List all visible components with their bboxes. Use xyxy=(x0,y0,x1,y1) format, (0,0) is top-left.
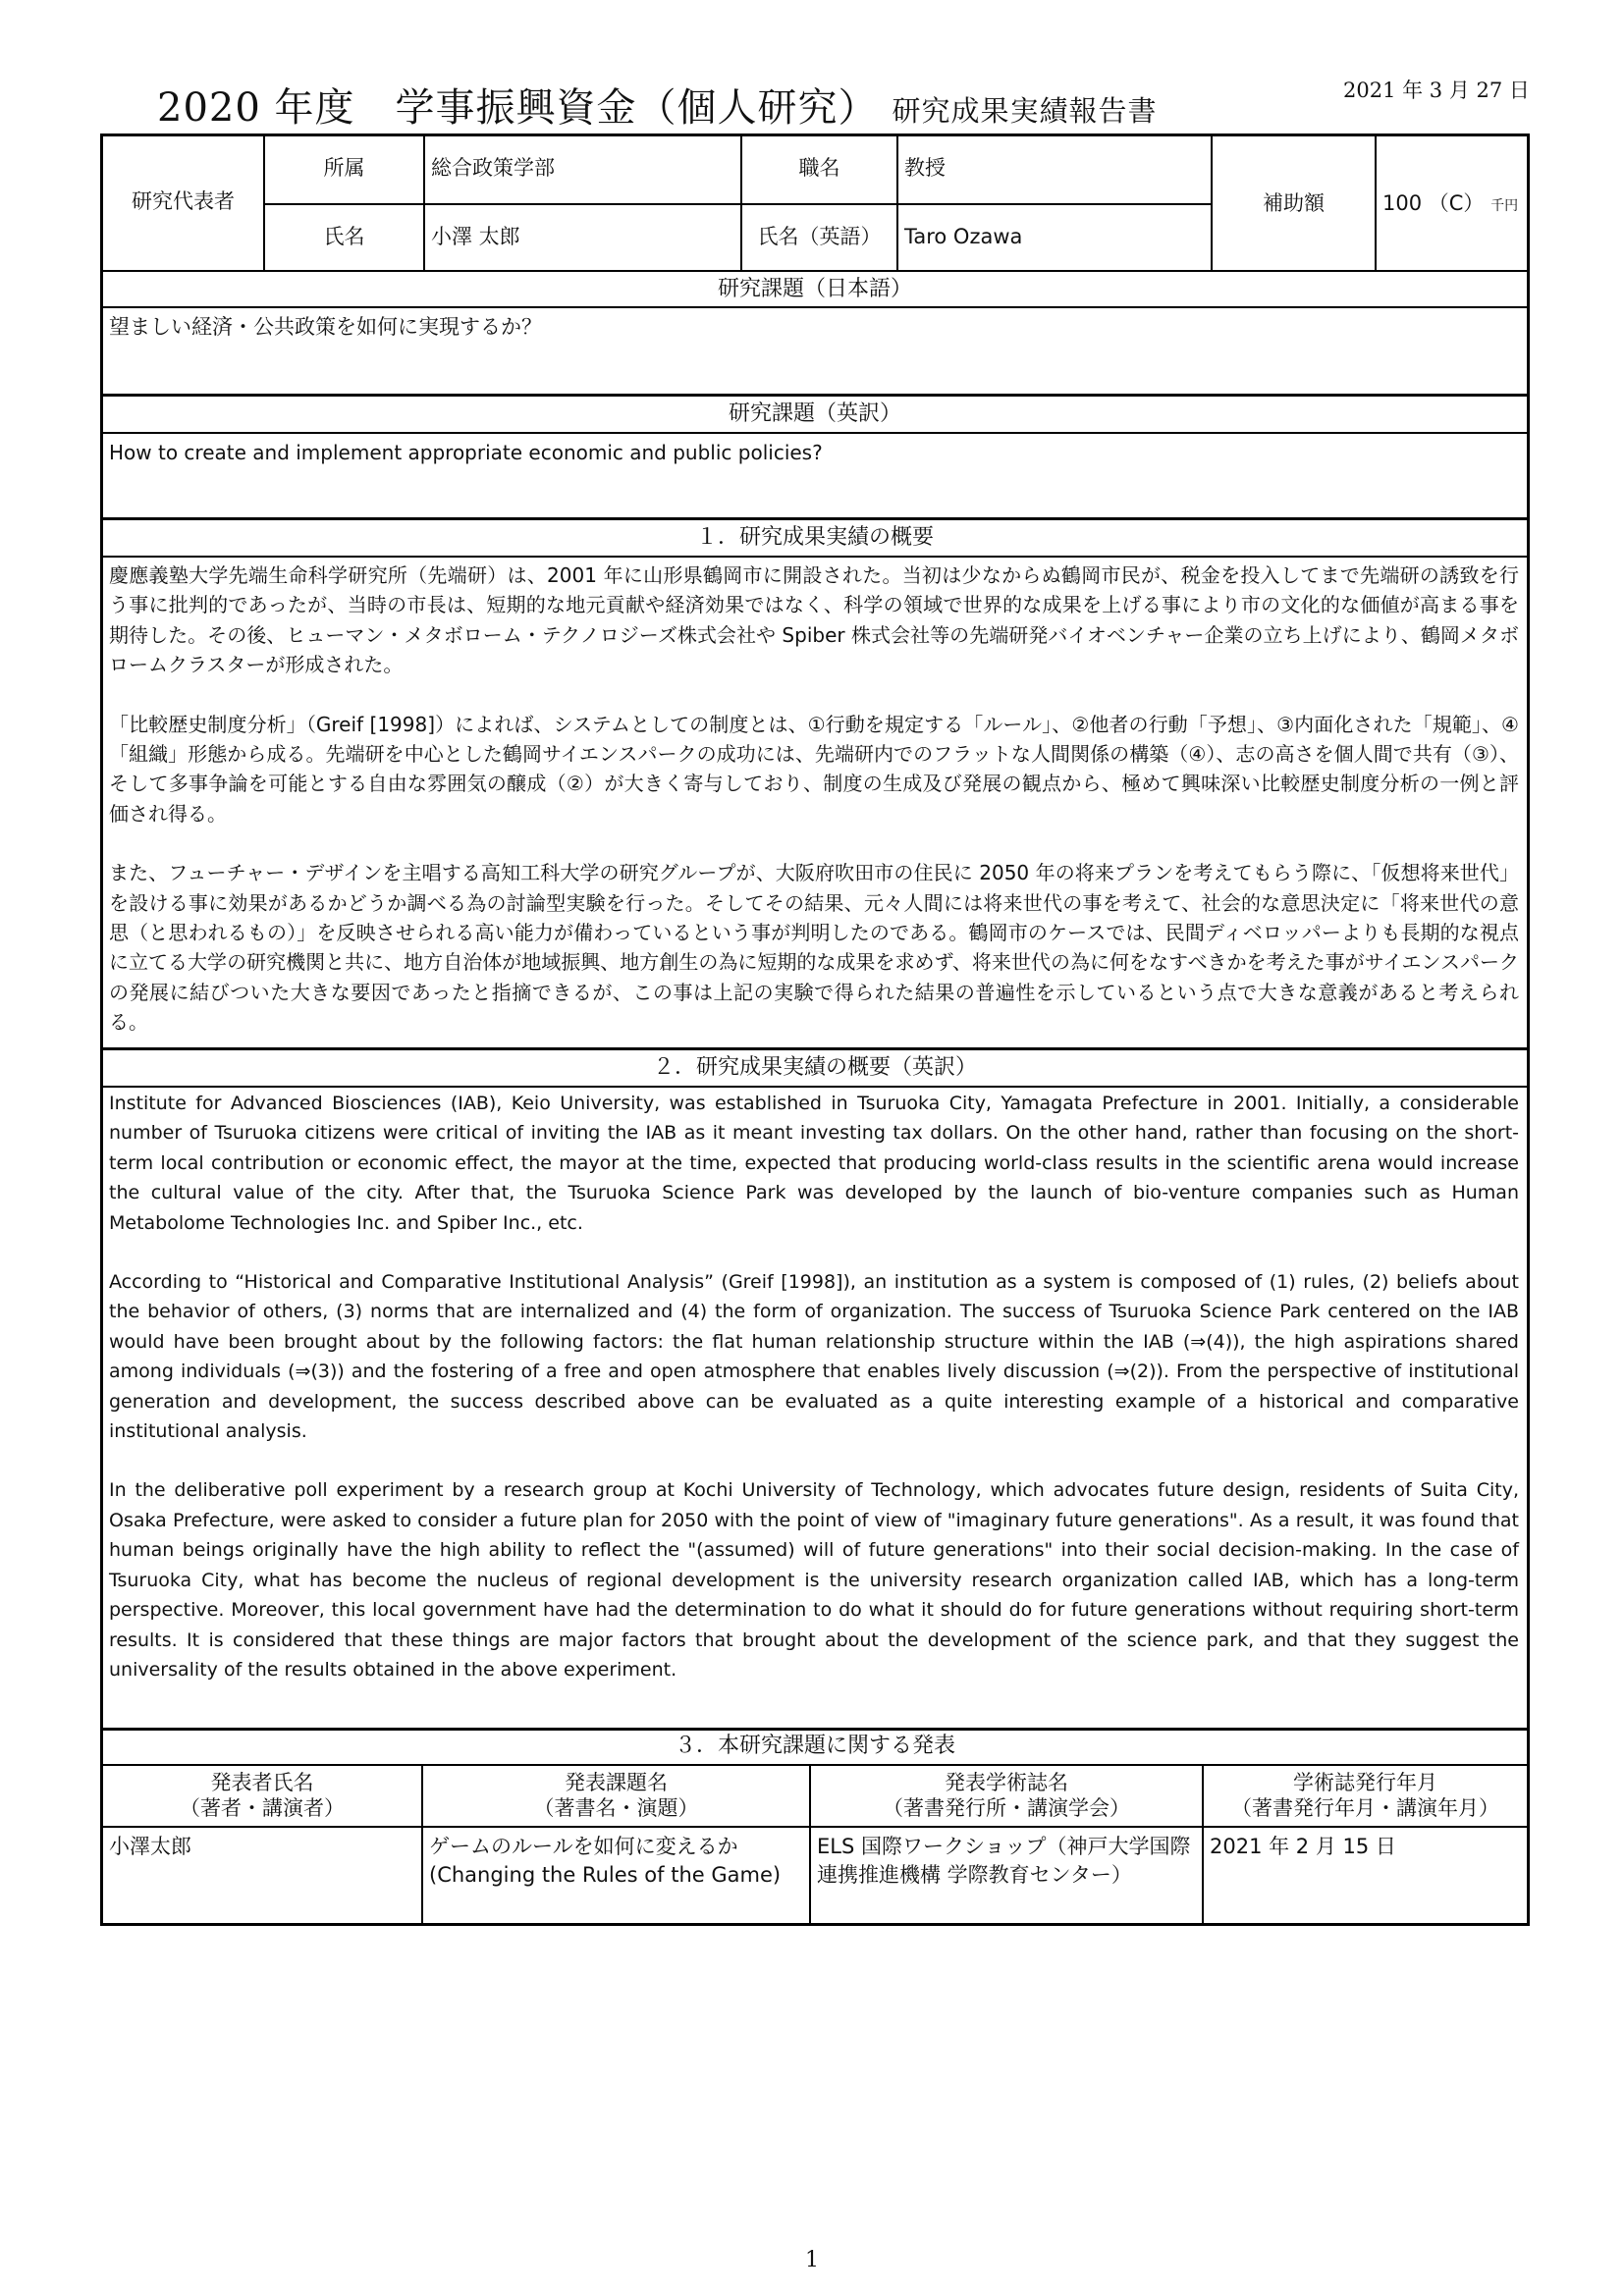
column-header-date xyxy=(1204,1770,1527,1821)
column-header-venue xyxy=(811,1770,1202,1821)
report-date: 2021 年 3 月 27 日 xyxy=(1343,79,1530,102)
position-label: 職名 xyxy=(798,156,840,180)
grant-amount: 100 （C） xyxy=(1382,191,1485,215)
topic-en-text: How to create and implement appropriate economic and public policies? xyxy=(109,441,823,464)
summary-ja-paragraph: また、フューチャー・デザインを主唱する高知工科大学の研究グループが、大阪府吹田市の住民に 2050 年の将来プランを考えてもらう際に、「仮想将来世代」を設ける事に効果があるかどうか調べる為の討論型実験を行った。そしてその結果、元々人間には将来世代の事を考えて、社会的な意思決定に「将来世代の意思（と思われるもの）」を反映させられる高い能力が備わっているという事が判明したのである。鶴岡市のケースでは、民間ディベロッパーよりも長期的な視点に立てる大学の研究機関と共に、地方自治体が地域振興、地方創生の為に短期的な成果を求めず、将来世代の為に何をなすべきかを考えた事がサイエンスパークの発展に結びついた大きな要因であったと指摘できるが、この事は上記の実験で得られた結果の普遍性を示しているという点で大きな意義があると考えられる。 xyxy=(109,861,1519,1035)
presentation-date: 2021 年 2 月 15 日 xyxy=(1210,1835,1396,1858)
summary-ja-body xyxy=(109,561,1519,1038)
presentation-venue: ELS 国際ワークショップ（神戸大学国際連携推進機構 学際教育センター） xyxy=(817,1835,1191,1887)
summary-en-paragraph: In the deliberative poll experiment by a research group at Kochi University of Technology, which advocates future design, residents of Suita City, Osaka Prefecture, were asked to consider a future plan for 2050 with the point of view of "imaginary future generations". As a result, it was found that human beings originally have the high ability to reflect the "(assumed) will of future generations" into their social decision-making. In the case of Tsuruoka City, what has become the nucleus of regional development is the university research organization called IAB, which has a long-term perspective. Moreover, this local government have had the determination to do what it should do for future generations without requiring short-term results. It is considered that these things are major factors that brought about the development of the science park, and that they suggest the universality of the results obtained in the above experiment. xyxy=(109,1479,1519,1681)
grant-value xyxy=(1382,189,1518,220)
affiliation-label: 所属 xyxy=(323,156,365,180)
column-header-line: （著書発行所・講演学会） xyxy=(883,1796,1130,1820)
topic-en-heading: 研究課題（英訳） xyxy=(728,401,901,426)
column-header-line: 発表学術誌名 xyxy=(945,1771,1068,1794)
presenter-name: 小澤太郎 xyxy=(109,1835,191,1858)
summary-en-paragraph: According to “Historical and Comparative Institutional Analysis” (Greif [1998]), an institution as a system is composed of (1) rules, (2) beliefs about the behavior of others, (3) norms that are internalized and (4) the form of organization. The success of Tsuruoka Science Park centered on the IAB would have been brought about by the following factors: the flat human relationship structure within the IAB (⇒(4)), the high aspirations shared among individuals (⇒(3)) and the fostering of a free and open atmosphere that enables lively discussion (⇒(2)). From the perspective of institutional generation and development, the success described above can be evaluated as a quite interesting example of a historical and comparative institutional analysis. xyxy=(109,1271,1519,1443)
grant-label: 補助額 xyxy=(1263,191,1325,215)
column-header-line: （著書発行年月・講演年月） xyxy=(1231,1796,1499,1820)
name-label: 氏名 xyxy=(323,225,365,248)
column-header-title xyxy=(423,1770,809,1821)
summary-ja-paragraph: 「比較歴史制度分析」（Greif [1998]）によれば、システムとしての制度とは、①行動を規定する「ルール」、②他者の行動「予想」、③内面化された「規範」、④「組織」形態から成る。先端研を中心とした鶴岡サイエンスパークの成功には、先端研内でのフラットな人間関係の構築（④）、志の高さを個人間で共有（③）、そして多事争論を可能とする自由な雰囲気の醸成（②）が大きく寄与しており、制度の生成及び発展の観点から、極めて興味深い比較歴史制度分析の一例と評価され得る。 xyxy=(109,712,1519,826)
position-value: 教授 xyxy=(904,156,946,180)
presentation-title-ja: ゲームのルールを如何に変えるか xyxy=(429,1835,738,1858)
column-header-presenter xyxy=(103,1770,421,1821)
name-en-value: Taro Ozawa xyxy=(904,225,1023,248)
summary-en-body xyxy=(109,1089,1519,1684)
column-header-line: （著者・講演者） xyxy=(180,1796,345,1820)
affiliation-value: 総合政策学部 xyxy=(431,156,555,180)
representative-label: 研究代表者 xyxy=(132,189,235,213)
column-header-line: 学術誌発行年月 xyxy=(1293,1771,1437,1794)
column-header-line: 発表課題名 xyxy=(565,1771,668,1794)
report-title-suffix: 研究成果実績報告書 xyxy=(892,94,1158,128)
summary-ja-paragraph: 慶應義塾大学先端生命科学研究所（先端研）は、2001 年に山形県鶴岡市に開設された。当初は少なからぬ鶴岡市民が、税金を投入してまで先端研の誘致を行う事に批判的であったが、当時の市長は、短期的な地元貢献や経済効果ではなく、科学の領域で世界的な成果を上げる事により市の文化的な価値が高まる事を期待した。その後、ヒューマン・メタボローム・テクノロジーズ株式会社や Spiber 株式会社等の先端研発バイオベンチャー企業の立ち上げにより、鶴岡メタボロームクラスターが形成された。 xyxy=(109,563,1519,677)
column-header-line: 発表者氏名 xyxy=(210,1771,314,1794)
summary-en-paragraph: Institute for Advanced Biosciences (IAB), Keio University, was established in Tsuruoka City, Yamagata Prefecture in 2001. Initially, a considerable number of Tsuruoka citizens were critical of inviting the IAB as it meant investing tax dollars. On the other hand, rather than focusing on the short-term local contribution or economic effect, the mayor at the time, expected that producing world-class results in the scientific arena would increase the cultural value of the city. After that, the Tsuruoka Science Park was developed by the launch of bio-venture companies such as Human Metabolome Technologies Inc. and Spiber Inc., etc. xyxy=(109,1093,1519,1234)
name-value: 小澤 太郎 xyxy=(431,225,520,248)
page-number: 1 xyxy=(805,2248,819,2272)
topic-ja-heading: 研究課題（日本語） xyxy=(717,277,912,301)
presentation-title xyxy=(429,1833,807,1890)
presentations-heading: ３．本研究課題に関する発表 xyxy=(674,1734,955,1758)
name-en-label: 氏名（英語） xyxy=(757,225,882,248)
grant-unit: 千円 xyxy=(1490,198,1519,214)
topic-ja-text: 望ましい経済・公共政策を如何に実現するか？ xyxy=(109,315,542,339)
report-title-main: 2020 年度 学事振興資金（個人研究） xyxy=(157,85,879,131)
report-form xyxy=(100,133,1530,1926)
report-title xyxy=(157,77,1158,133)
presentation-title-en: (Changing the Rules of the Game) xyxy=(429,1863,782,1887)
summary-ja-heading: １．研究成果実績の概要 xyxy=(695,525,934,550)
summary-en-heading: ２．研究成果実績の概要（英訳） xyxy=(652,1055,977,1080)
column-header-line: （著書名・演題） xyxy=(533,1796,699,1820)
